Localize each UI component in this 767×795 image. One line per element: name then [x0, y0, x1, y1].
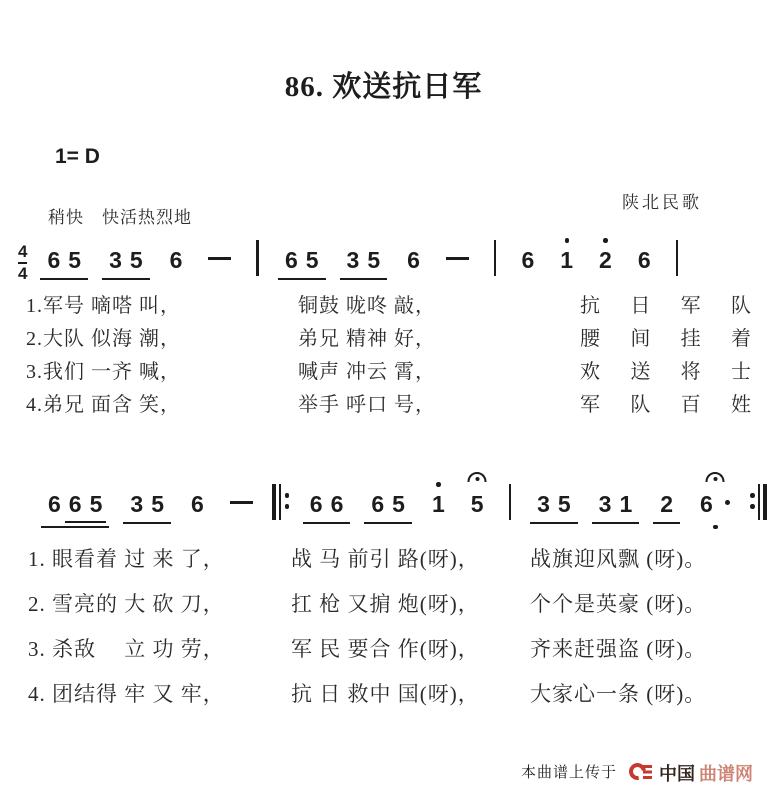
- beam-group: [102, 245, 150, 280]
- lyric-cell: 齐来赶强盗 (呀)。: [530, 637, 707, 661]
- note-digit: 6: [48, 491, 61, 517]
- lyric-cell: 2. 雪亮的 大 砍 刀，: [28, 592, 225, 616]
- note: [696, 489, 734, 519]
- note-digit: 6: [700, 491, 713, 517]
- lyric-cell: 抗 日 救中 国(呀)，: [291, 682, 480, 706]
- barline: [256, 240, 259, 276]
- note: [166, 245, 187, 275]
- note: [64, 245, 85, 275]
- lyric-cell: 战旗迎风飘 (呀)。: [530, 547, 707, 571]
- song-source: 陕北民歌: [622, 193, 702, 212]
- note-digit: 2: [660, 491, 674, 517]
- note-digit: 5: [557, 491, 571, 517]
- key-signature: 1= D: [55, 145, 100, 168]
- beam-group: [41, 489, 109, 528]
- footer: [0, 760, 753, 788]
- score-line-1: [18, 240, 690, 284]
- qupu-site-logo: [629, 760, 753, 786]
- beam-group: [123, 489, 171, 524]
- logo-text-secondary: 曲谱网: [699, 764, 753, 784]
- augmentation-dot: [725, 500, 731, 506]
- fermata-icon: [468, 472, 487, 482]
- note-digit: 6: [330, 491, 344, 517]
- beam-group: [653, 489, 680, 524]
- fermata-icon: [706, 472, 725, 482]
- note-digit: 1: [431, 491, 445, 517]
- beam-group: [530, 489, 578, 524]
- note-digit: 5: [129, 247, 143, 273]
- octave-dot-above: [565, 238, 570, 243]
- repeat-end-barline: [749, 484, 767, 520]
- note-digit: 5: [151, 491, 164, 517]
- note: [595, 245, 616, 275]
- note-digit: 6: [190, 491, 204, 517]
- lyric-cell: 4. 团结得 牢 又 牢，: [28, 682, 225, 706]
- note: [388, 489, 409, 519]
- note-digit: 6: [371, 491, 385, 517]
- lyric-row: [0, 355, 767, 388]
- note: [403, 245, 424, 275]
- note: [302, 245, 323, 275]
- note-digit: 5: [89, 491, 103, 517]
- octave-dot-above: [436, 482, 441, 487]
- note-digit: 6: [637, 247, 651, 273]
- lyric-cell: 铜鼓 咙咚 敲，: [298, 295, 436, 317]
- lyric-cell: 喊声 冲云 霄，: [298, 361, 436, 383]
- lyric-cell: 4.弟兄 面含 笑，: [26, 394, 181, 416]
- time-denominator: 4: [18, 264, 28, 283]
- note: [595, 489, 616, 519]
- lyric-cell: 举手 呼口 号，: [298, 394, 436, 416]
- note: [615, 489, 636, 519]
- beam-group: [278, 245, 326, 280]
- lyric-cell: 抗 日 军 队: [580, 295, 752, 317]
- repeat-dots: [749, 484, 755, 520]
- note-digit: 5: [367, 247, 381, 273]
- note: [126, 245, 147, 275]
- repeat-bar: [763, 484, 767, 520]
- time-numerator: 4: [18, 242, 28, 262]
- note: [126, 489, 147, 519]
- note-digit: 3: [346, 247, 360, 273]
- lyric-cell: 1.军号 嘀嗒 叫，: [26, 295, 181, 317]
- note-digit: 2: [599, 247, 612, 273]
- note: [65, 489, 86, 519]
- note-digit: 3: [130, 491, 144, 517]
- note-digit: 1: [560, 247, 574, 273]
- lyrics-section-1: [0, 289, 767, 421]
- lyric-cell: 弟兄 精神 好，: [298, 328, 436, 350]
- note: [147, 489, 168, 519]
- note: [367, 489, 388, 519]
- repeat-start-barline: [272, 484, 290, 520]
- note-digit: 6: [47, 247, 61, 273]
- note-digit: 6: [521, 247, 535, 273]
- note: [554, 489, 575, 519]
- lyric-cell: 个个是英豪 (呀)。: [530, 592, 707, 616]
- note: [327, 489, 348, 519]
- note: [281, 245, 302, 275]
- repeat-bar: [758, 484, 761, 520]
- note-digit: 6: [68, 491, 82, 517]
- lyric-cell: 战 马 前引 路(呀)，: [291, 547, 480, 571]
- duration-dash: [208, 257, 231, 260]
- note-digit: 6: [169, 247, 183, 273]
- note: [363, 245, 384, 275]
- score-line-2: [34, 484, 767, 528]
- logo-staff-lines: [643, 765, 652, 768]
- duration-dash: [446, 257, 469, 260]
- lyric-cell: 欢 送 将 士: [580, 361, 752, 383]
- note-digit: 6: [309, 491, 323, 517]
- lyric-row: [0, 289, 767, 322]
- note: [556, 245, 577, 275]
- beam-group: [40, 245, 88, 280]
- duration-dash: [230, 501, 253, 504]
- lyric-cell: 军 队 百 姓: [580, 394, 752, 416]
- note-digit: 5: [392, 491, 405, 517]
- note: [467, 489, 488, 519]
- note: [428, 489, 449, 519]
- upload-credit-text: 本曲谱上传于: [520, 765, 617, 781]
- lyric-cell: 腰 间 挂 着: [580, 328, 752, 350]
- note: [43, 245, 64, 275]
- lyric-cell: 3. 杀敌 立 功 劳，: [28, 637, 225, 661]
- note: [656, 489, 677, 519]
- note: [634, 245, 655, 275]
- lyric-row: [0, 388, 767, 421]
- note-digit: 5: [470, 491, 484, 517]
- note: [533, 489, 554, 519]
- note: [44, 489, 65, 519]
- note: [306, 489, 327, 519]
- note: [105, 245, 126, 275]
- lyric-row: [0, 633, 767, 678]
- lyric-cell: 2.大队 似海 潮，: [26, 328, 181, 350]
- barline: [676, 240, 679, 276]
- lyric-cell: 军 民 要合 作(呀)，: [291, 637, 480, 661]
- note-digit: 5: [305, 247, 319, 273]
- logo-c-shape: [626, 760, 650, 784]
- note-digit: 6: [407, 247, 420, 273]
- lyric-row: [0, 543, 767, 588]
- repeat-bar: [272, 484, 277, 520]
- barline: [494, 240, 497, 276]
- note: [517, 245, 538, 275]
- tempo-marking: 稍快 快活热烈地: [48, 208, 192, 227]
- note: [187, 489, 208, 519]
- beam-group: [592, 489, 640, 524]
- song-title: 86. 欢送抗日军: [284, 71, 483, 103]
- beam-group: [303, 489, 351, 524]
- octave-dot-above: [603, 238, 608, 243]
- music-score-logo-icon: [629, 762, 655, 782]
- lyrics-section-2: [0, 543, 767, 723]
- note-digit: 1: [619, 491, 633, 517]
- note: [86, 489, 107, 519]
- note-digit: 6: [284, 247, 298, 273]
- note-digit: 3: [598, 491, 612, 517]
- lyric-row: [0, 678, 767, 723]
- beam-group: [340, 245, 388, 280]
- note-digit: 3: [109, 247, 122, 273]
- lyric-cell: 3.我们 一齐 喊，: [26, 361, 181, 383]
- lyric-cell: 扛 枪 又掮 炮(呀)，: [291, 592, 480, 616]
- lyric-cell: 大家心一条 (呀)。: [530, 682, 707, 706]
- repeat-bar: [279, 484, 282, 520]
- lyric-row: [0, 322, 767, 355]
- note: [343, 245, 364, 275]
- barline: [509, 484, 512, 520]
- note-digit: 5: [68, 247, 82, 273]
- lyric-row: [0, 588, 767, 633]
- logo-text-primary: 中国: [659, 764, 695, 784]
- beam-group: [364, 489, 412, 524]
- octave-dot-below: [713, 525, 718, 530]
- time-signature: [18, 243, 27, 283]
- beam-group: [65, 489, 107, 523]
- repeat-dots: [284, 484, 290, 520]
- lyric-cell: 1. 眼看着 过 来 了，: [28, 547, 225, 571]
- note-digit: 3: [537, 491, 550, 517]
